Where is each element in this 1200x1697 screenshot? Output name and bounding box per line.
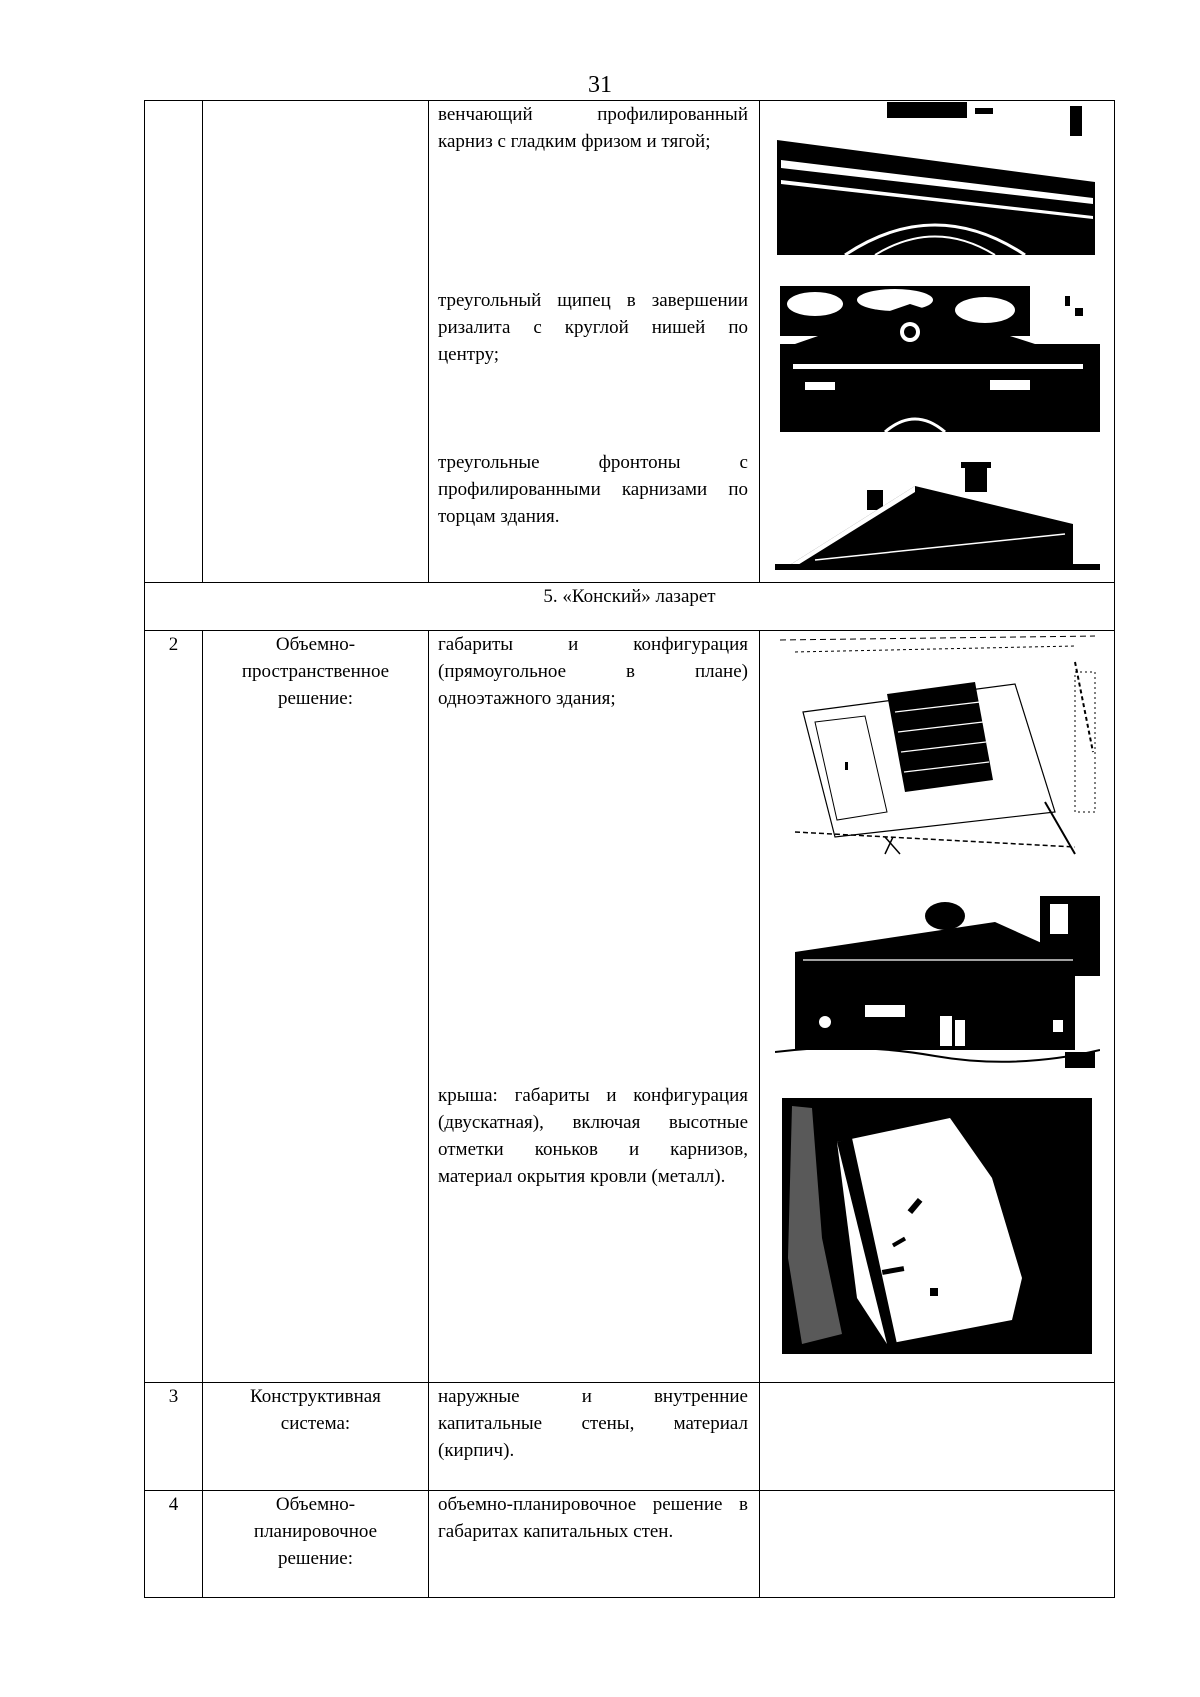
- row-name: [203, 1491, 428, 1572]
- text-line: решение:: [277, 688, 354, 709]
- section-heading: 5. «Конский» лазарет: [543, 586, 716, 607]
- cornice-photo: [775, 100, 1100, 255]
- text-line: капитальные стены, материал: [438, 1413, 748, 1434]
- row-number: 2: [168, 634, 179, 655]
- text-line: одноэтажного здания;: [438, 688, 616, 709]
- row-name: [203, 631, 428, 712]
- row-name: [203, 1383, 428, 1437]
- text-line: (прямоугольное в плане): [438, 661, 748, 682]
- text-line: торцам здания.: [438, 506, 560, 527]
- text-line: объемно-планировочное решение в: [438, 1494, 748, 1515]
- text-line: Конструктивная: [250, 1386, 381, 1407]
- text-line: решение:: [277, 1548, 354, 1569]
- text-line: материал окрытия кровли (металл).: [438, 1166, 726, 1187]
- pediment-photo: [775, 460, 1100, 570]
- text-line: наружные и внутренние: [438, 1386, 748, 1407]
- text-line: габаритах капитальных стен.: [438, 1521, 674, 1542]
- text-line: центру;: [438, 344, 500, 365]
- text-line: треугольный щипец в завершении: [438, 290, 748, 311]
- text-line: ризалита с круглой нишей по: [438, 317, 748, 338]
- text-line: планировочное: [253, 1521, 378, 1542]
- page-number: 31: [588, 72, 612, 98]
- text-line: (двускатная), включая высотные: [438, 1112, 748, 1133]
- text-line: пространственное: [241, 661, 390, 682]
- text-line: карниз с гладким фризом и тягой;: [438, 131, 711, 152]
- roof-aerial-photo: [782, 1098, 1092, 1354]
- building-photo: [775, 892, 1100, 1070]
- text-line: крыша: габариты и конфигурация: [438, 1085, 748, 1106]
- description-cornice: [438, 101, 748, 155]
- gable-photo: [775, 282, 1100, 432]
- text-line: Объемно-: [275, 1494, 356, 1515]
- row-number: 3: [168, 1386, 179, 1407]
- description-gable: [438, 287, 748, 368]
- row-number: 4: [168, 1494, 179, 1515]
- site-plan-image: [775, 632, 1100, 857]
- text-line: треугольные фронтоны с: [438, 452, 748, 473]
- text-line: профилированными карнизами по: [438, 479, 748, 500]
- description-pediment: [438, 449, 748, 530]
- text-line: отметки коньков и карнизов,: [438, 1139, 748, 1160]
- text-line: система:: [280, 1413, 351, 1434]
- text-line: (кирпич).: [438, 1440, 515, 1461]
- description-walls: [438, 1383, 748, 1464]
- text-line: габариты и конфигурация: [438, 634, 748, 655]
- description-roof: [438, 1082, 748, 1190]
- description-planning: [438, 1491, 748, 1545]
- text-line: венчающий профилированный: [438, 104, 748, 125]
- text-line: Объемно-: [275, 634, 356, 655]
- description-dimensions: [438, 631, 748, 712]
